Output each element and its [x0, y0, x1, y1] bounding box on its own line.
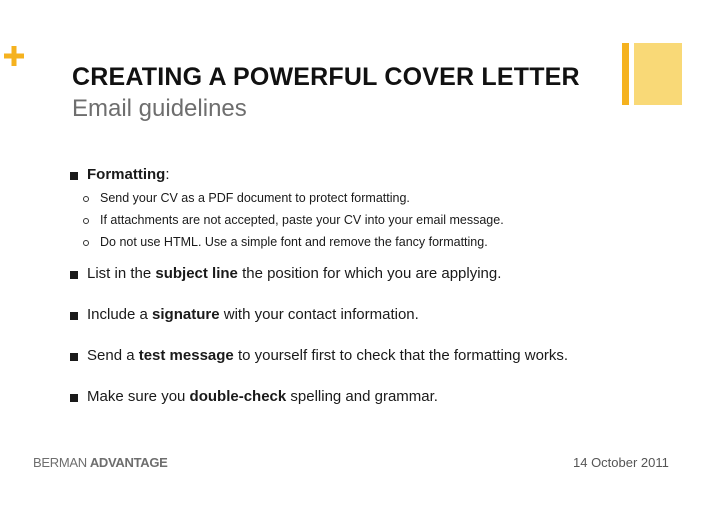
- bullet-text-pre: List in the: [87, 265, 156, 282]
- bullet-text-bold: subject line: [155, 265, 238, 282]
- slide-date: 14 October 2011: [573, 455, 669, 470]
- bullet-text-post: with your contact information.: [219, 306, 419, 323]
- bullet-text-pre: Include a: [87, 306, 153, 323]
- bullet-text-bold: signature: [152, 306, 220, 323]
- slide-title: CREATING A POWERFUL COVER LETTER: [72, 63, 580, 91]
- hollow-circle-bullet-icon: [83, 218, 89, 224]
- bullet-subject-line: [70, 263, 710, 285]
- bullet-text-bold: double-check: [189, 388, 287, 405]
- bullet-text-pre: Make sure you: [87, 388, 190, 405]
- formatting-subpoints: [70, 187, 710, 253]
- square-bullet-icon: [70, 353, 78, 361]
- bullet-text-post: to yourself first to check that the formatting works.: [233, 347, 569, 364]
- square-bullet-icon: [70, 172, 78, 180]
- bullet-double-check: [70, 386, 710, 408]
- brand-light: BERMAN: [33, 455, 87, 470]
- bullet-text-post: the position for which you are applying.: [237, 265, 502, 282]
- brand-logo: [33, 455, 168, 470]
- subpoint-html: [70, 231, 710, 253]
- bullet-text-bold: test message: [138, 347, 234, 364]
- bullet-text-post: spelling and grammar.: [286, 388, 438, 405]
- formatting-label: Formatting: [87, 166, 166, 183]
- bullet-formatting: [70, 164, 710, 186]
- bullet-test-message: [70, 345, 710, 367]
- hollow-circle-bullet-icon: [83, 240, 89, 246]
- slide-subtitle: Email guidelines: [72, 95, 247, 122]
- formatting-colon: :: [165, 166, 170, 183]
- square-bullet-icon: [70, 312, 78, 320]
- square-bullet-icon: [70, 271, 78, 279]
- subpoint-paste: [70, 209, 710, 231]
- bullet-signature: [70, 304, 710, 326]
- plus-icon: [2, 44, 26, 68]
- bullet-list: [70, 164, 710, 408]
- square-bullet-icon: [70, 394, 78, 402]
- subpoint-pdf: [70, 187, 710, 209]
- subpoint-text: Send your CV as a PDF document to protect formatting.: [100, 191, 410, 205]
- brand-bold: ADVANTAGE: [89, 455, 168, 470]
- hollow-circle-bullet-icon: [83, 196, 89, 202]
- bullet-text-pre: Send a: [87, 347, 139, 364]
- subpoint-text: If attachments are not accepted, paste your CV into your email message.: [100, 213, 504, 227]
- subpoint-text: Do not use HTML. Use a simple font and remove the fancy formatting.: [100, 235, 488, 249]
- vertical-bars-icon: [622, 43, 682, 105]
